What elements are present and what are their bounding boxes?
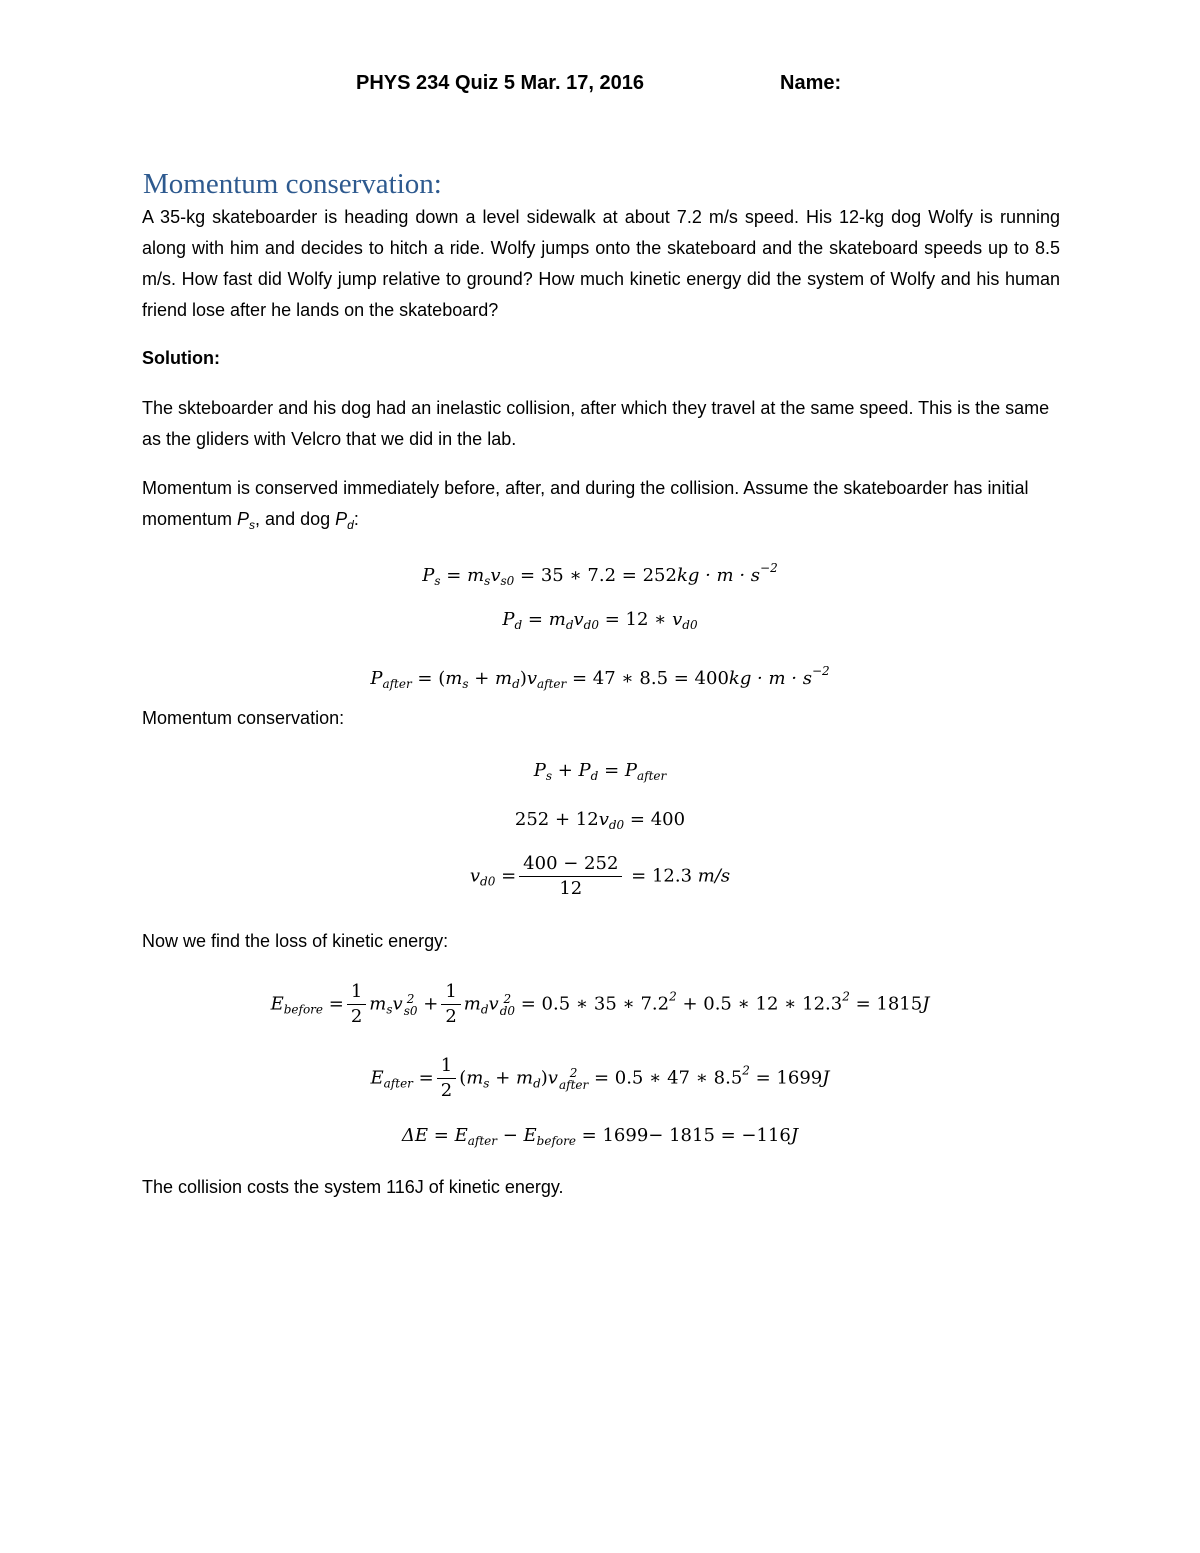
solution-label: Solution: [142, 348, 220, 368]
problem-statement: A 35-kg skateboarder is heading down a level sidewalk at about 7.2 m/s speed. His 12-kg dog Wolfy is running along with him and decides to hitch a ride. Wolfy jumps onto the skateboard and the skateboard speeds up to 8.5 m/s. How fast did Wolfy jump relative to ground? How much kinetic energy did the system of Wolfy and his human friend lose after he lands on the skateboard? [142, 207, 1060, 320]
equation-dog-velocity: $v_{d0}$ = $\frac{400 - 252}{12}$ = 12.3 m/s [469, 853, 731, 899]
equation-substituted: $252 + 12v_{d0} = 400$ [514, 809, 686, 832]
kinetic-energy-label: Now we find the loss of kinetic energy: [142, 931, 449, 951]
solution-paragraph-2: Momentum is conserved immediately before, after, and during the collision. Assume the skateboarder has initial momentum $P_s$, and dog $P_d$: [142, 478, 1029, 532]
equation-momentum-after: $P_{after} = (m_s + m_d)v_{after} = 47$ ∗ $8.5 = 400kg \cdot m \cdot s^{-2}$ [370, 664, 830, 691]
equation-energy-after: $E_{after}$ = $\frac{1}{2}$ $(m_s + m_d)v$ 2 after = 0.5 ∗ 47 ∗ $8.5^2 = 1699J$ [370, 1055, 830, 1101]
conclusion: The collision costs the system 116J of kinetic energy. [142, 1177, 564, 1197]
solution-paragraph-1: The skteboarder and his dog had an inelastic collision, after which they travel at the same speed. This is the same as the gliders with Velcro that we did in the lab. [142, 398, 1050, 449]
equation-skateboarder-momentum: $P_s = m_sv_{s0} = 35$ ∗ $7.2 = 252kg \cdot m \cdot s^{-2}$ [422, 561, 778, 588]
equation-dog-momentum: $P_d = m_dv_{d0} = 12$ ∗ $v_{d0}$ [502, 609, 698, 632]
quiz-header [0, 72, 1200, 102]
equation-energy-delta: $\Delta E = E_{after} - E_{before} = 1699- 1815 = -116J$ [401, 1125, 799, 1148]
quiz-title: PHYS 234 Quiz 5 Mar. 17, 2016 [356, 72, 644, 94]
equation-energy-before: $E_{before}$ = $\frac{1}{2}$ $m_sv$ 2 s0 + $\frac{1}{2}$ $m_dv$ 2 d0 = 0.5 ∗ 35 ∗ $7.2^2 + 0.5$ ∗ 12 ∗ $12.3^2 = 1815J$ [270, 981, 930, 1027]
name-label: Name: [780, 72, 842, 94]
equation-conservation: $P_s + P_d = P_{after}$ [533, 760, 667, 783]
momentum-conservation-label: Momentum conservation: [142, 708, 345, 728]
section-heading: Momentum conservation: [143, 168, 442, 200]
